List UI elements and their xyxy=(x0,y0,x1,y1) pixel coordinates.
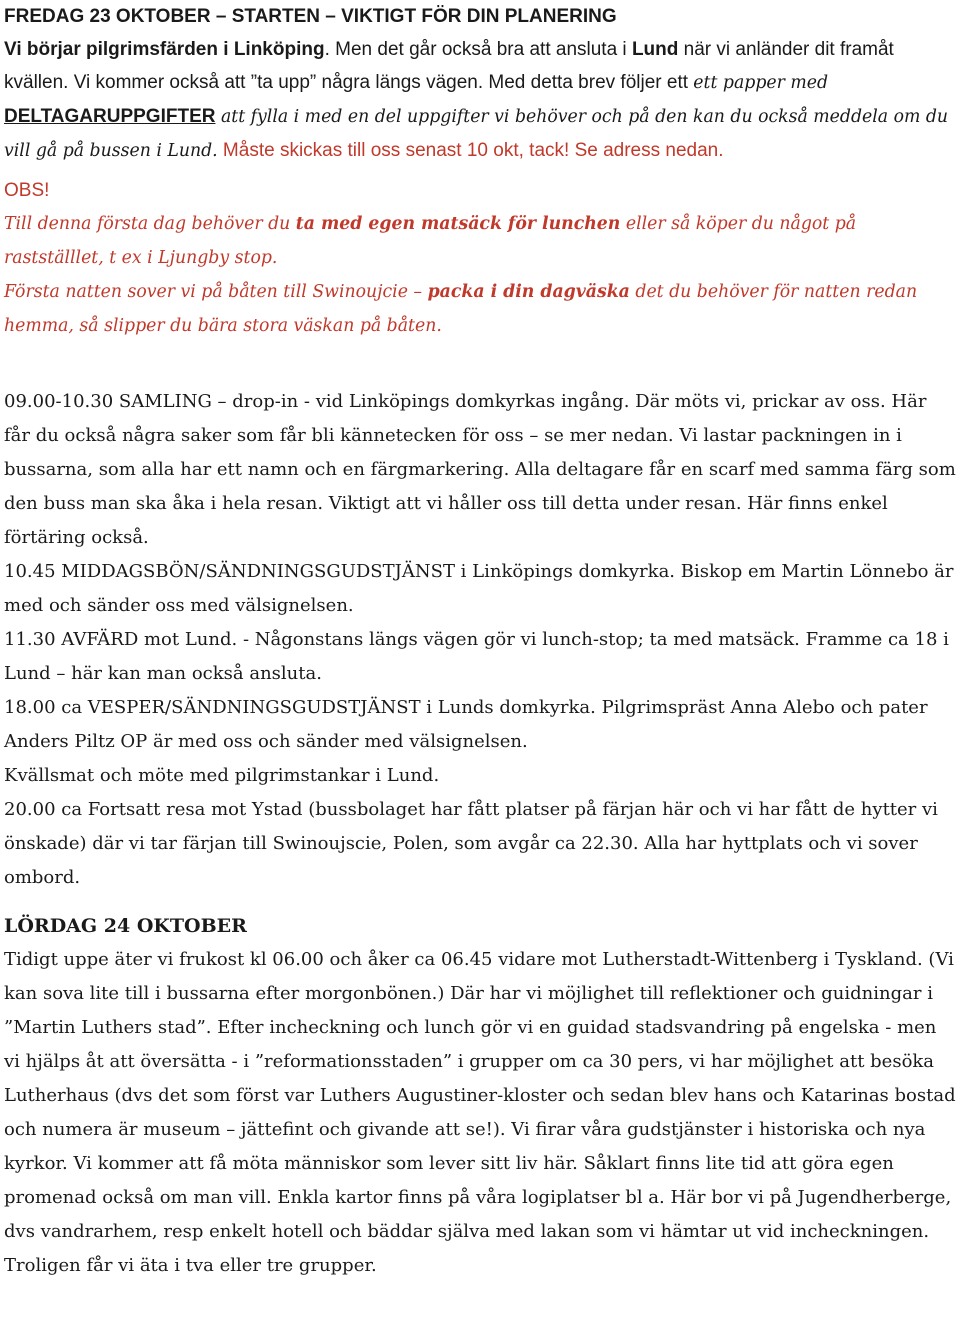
obs-night-c: det du behöver för natten redan hemma, så slipper du bära stora väskan på båten. xyxy=(4,282,918,336)
obs-lunch-c: eller så köper du något på rastställlet, t ex i Ljungby stop. xyxy=(4,214,857,268)
schedule-midday-prayer: 10.45 MIDDAGSBÖN/SÄNDNINGSGUDSTJÄNST i Linköpings domkyrka. Biskop em Martin Lönnebo är med och sänder oss med välsignelsen. xyxy=(4,561,954,616)
deadline-notice: Måste skickas till oss senast 10 okt, tack! Se adress nedan. xyxy=(217,140,724,161)
obs-lunch-b: ta med egen matsäck för lunchen xyxy=(295,214,621,234)
intro-text-3: ett papper med xyxy=(693,73,829,93)
saturday-paragraph: Tidigt uppe äter vi frukost kl 06.00 och åker ca 06.45 vidare mot Lutherstadt-Wittenberg i Tyskland. (Vi kan sova lite till i bussarna efter morgonbönen.) Där har vi möjlighet till reflektioner och guidningar i ”Martin Luthers stad”. Efter incheckning och lunch gör vi en guidad stadsvandring på engelska - men vi hjälps åt att översätta - i ”reformationsstaden” i grupper om ca 30 pers, vi har möjlighet att besöka Lutherhaus (dvs det som först var Luthers Augustiner-kloster och sedan blev hans och Katarinas bostad och numera är museum – jättefint och givande att se!). Vi firar våra gudstjänster i historiska och nya kyrkor. Vi kommer att få möta människor som lever sitt liv här. Såklart finns lite tid att göra egen promenad också om man vill. Enkla kartor finns på våra logiplatser bl a. Här bor vi på Jugendherberge, dvs vandrarhem, resp enkelt hotell och bäddar själva med lakan som vi hämtar ut vid incheckningen. Troligen får vi äta i tva eller tre grupper. xyxy=(4,949,956,1276)
obs-label: OBS! xyxy=(4,180,50,201)
schedule-dinner: Kvällsmat och möte med pilgrimstankar i Lund. xyxy=(4,765,440,786)
intro-paragraph xyxy=(4,33,956,168)
obs-lunch-a: Till denna första dag behöver du xyxy=(4,214,296,234)
intro-text-2: när vi anländer dit framåt kvällen. Vi kommer också att ”ta upp” några längs vägen. Med detta brev följer ett xyxy=(4,39,894,93)
saturday-heading: LÖRDAG 24 OKTOBER xyxy=(4,915,247,937)
participant-form-link: DELTAGARUPPGIFTER xyxy=(4,106,216,127)
schedule-vesper: 18.00 ca VESPER/SÄNDNINGSGUDSTJÄNST i Lunds domkyrka. Pilgrimspräst Anna Alebo och pater Anders Piltz OP är med oss och sänder med välsignelsen. xyxy=(4,697,928,752)
intro-text-4: att fylla i med en del uppgifter vi behöver och på den kan du också meddela om du vill gå på bussen i Lund. xyxy=(4,107,949,161)
intro-text-1: . Men det går också bra att ansluta i xyxy=(324,39,632,60)
obs-night-b: packa i din dagväska xyxy=(427,282,630,302)
obs-lunch-notice xyxy=(4,207,956,275)
intro-lund: Lund xyxy=(631,39,679,60)
intro-start-place: Vi börjar pilgrimsfärden i Linköping xyxy=(4,39,325,60)
page-title: FREDAG 23 OKTOBER – STARTEN – VIKTIGT FÖR DIN PLANERING xyxy=(4,6,617,27)
schedule-gathering: 09.00-10.30 SAMLING – drop-in - vid Linköpings domkyrkas ingång. Där möts vi, prickar av oss. Här får du också några saker som får bli kännetecken för oss – se mer nedan. Vi lastar packningen in i bussarna, som alla har ett namn och en färgmarkering. Alla deltagare får en scarf med samma färg som den buss man ska åka i hela resan. Viktigt att vi håller oss till detta under resan. Här finns enkel förtäring också. xyxy=(4,391,956,548)
schedule-departure: 11.30 AVFÄRD mot Lund. - Någonstans längs vägen gör vi lunch-stop; ta med matsäck. Framme ca 18 i Lund – här kan man också ansluta. xyxy=(4,629,949,684)
schedule-ferry: 20.00 ca Fortsatt resa mot Ystad (bussbolaget har fått platser på färjan här och vi har fått de hytter vi önskade) där vi tar färjan till Swinoujscie, Polen, som avgår ca 22.30. Alla har hyttplats och vi sover ombord. xyxy=(4,799,938,888)
obs-night-a: Första natten sover vi på båten till Swinoujcie – xyxy=(4,282,428,302)
obs-night-notice xyxy=(4,275,956,343)
